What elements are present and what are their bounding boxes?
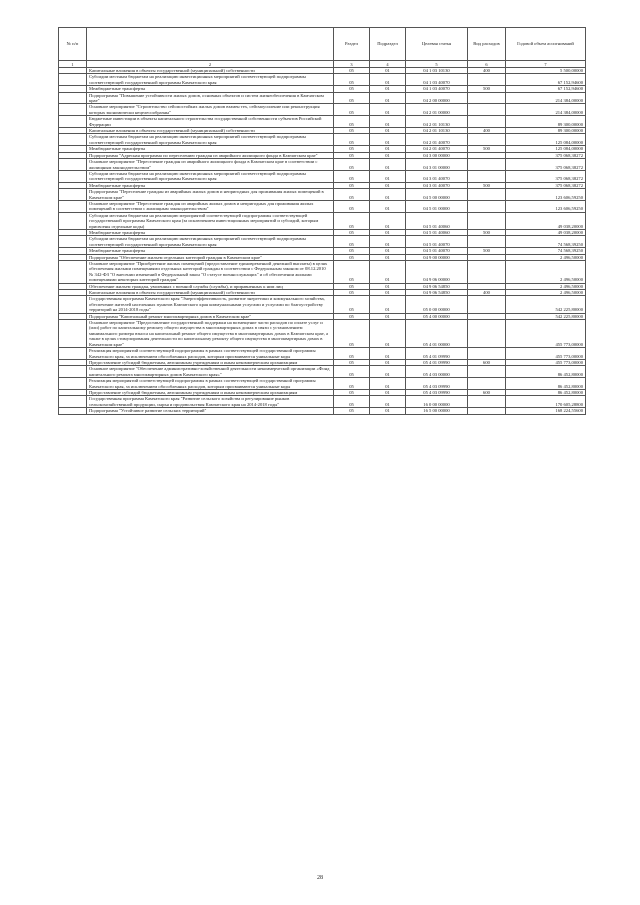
row-razdel-cell: 05 xyxy=(334,116,370,128)
row-name-cell: Предоставление субсидий бюджетным, автономным учреждениям и иным некоммерческим организациям xyxy=(87,389,334,395)
row-razdel-cell: 05 xyxy=(334,92,370,104)
row-razdel-cell: 05 xyxy=(334,146,370,152)
row-podrazdel-cell: 01 xyxy=(370,146,406,152)
row-number-cell xyxy=(59,296,87,313)
row-vid-cell xyxy=(468,189,506,201)
row-amount-cell: 2 496,50000 xyxy=(506,254,586,260)
row-razdel-cell: 05 xyxy=(334,128,370,134)
row-number-cell xyxy=(59,320,87,348)
table-row xyxy=(59,170,586,182)
row-razdel-cell: 05 xyxy=(334,290,370,296)
budget-table xyxy=(58,27,586,415)
row-vid-cell: 600 xyxy=(468,389,506,395)
row-statya-cell: 04 9 06 54850 xyxy=(406,290,468,296)
row-name-cell: Основное мероприятие "Обеспечение административно-хозяйственной деятельности некоммерческой организации «Фонд капитального ремонта многоквартирных домов Камчатского края»" xyxy=(87,366,334,378)
row-vid-cell xyxy=(468,134,506,146)
row-podrazdel-cell: 01 xyxy=(370,320,406,348)
row-podrazdel-cell: 01 xyxy=(370,104,406,116)
row-statya-cell: 04 2 01 10130 xyxy=(406,116,468,128)
row-razdel-cell: 05 xyxy=(334,189,370,201)
row-statya-cell: 05 4 01 09990 xyxy=(406,359,468,365)
row-razdel-cell: 05 xyxy=(334,396,370,408)
row-statya-cell: 05 4 03 00000 xyxy=(406,366,468,378)
row-statya-cell: 04 5 01 40070 xyxy=(406,248,468,254)
row-razdel-cell: 05 xyxy=(334,104,370,116)
row-podrazdel-cell: 01 xyxy=(370,408,406,414)
table-row xyxy=(59,378,586,390)
row-statya-cell: 04 9 06 00000 xyxy=(406,261,468,284)
row-statya-cell: 04 3 01 40070 xyxy=(406,170,468,182)
row-statya-cell: 05 4 03 09990 xyxy=(406,389,468,395)
row-vid-cell xyxy=(468,366,506,378)
row-amount-cell: 86 452,80000 xyxy=(506,378,586,390)
row-name-cell: Реализация мероприятий соответствующей подпрограммы в рамках соответствующей государственной программы Камчатского края, за исключением обособленных расходов, которым присваиваются уникальные коды xyxy=(87,378,334,390)
row-name-cell: Основное мероприятие "Переселение граждан из аварийных жилых домов и непригодных для проживания жилых помещений в соответствии с жилищным законодательством" xyxy=(87,200,334,212)
row-statya-cell: 05 4 01 09990 xyxy=(406,348,468,360)
row-name-cell: Капитальные вложения в объекты государственной (муниципальной) собственности xyxy=(87,68,334,74)
row-vid-cell xyxy=(468,236,506,248)
row-name-cell: Межбюджетные трансферты xyxy=(87,86,334,92)
row-razdel-cell: 05 xyxy=(334,348,370,360)
row-amount-cell: 49 038,20000 xyxy=(506,229,586,235)
table-row xyxy=(59,116,586,128)
row-amount-cell: 89 300,00000 xyxy=(506,116,586,128)
row-vid-cell: 500 xyxy=(468,182,506,188)
row-amount-cell: 455 773,00000 xyxy=(506,320,586,348)
table-body xyxy=(59,68,586,415)
row-razdel-cell: 05 xyxy=(334,320,370,348)
column-number-row xyxy=(59,61,586,68)
row-name-cell: Межбюджетные трансферты xyxy=(87,182,334,188)
row-podrazdel-cell: 01 xyxy=(370,313,406,319)
row-vid-cell xyxy=(468,170,506,182)
row-podrazdel-cell: 01 xyxy=(370,389,406,395)
row-vid-cell xyxy=(468,74,506,86)
row-vid-cell xyxy=(468,212,506,229)
row-podrazdel-cell: 01 xyxy=(370,182,406,188)
row-razdel-cell: 05 xyxy=(334,313,370,319)
row-amount-cell: 2 496,50000 xyxy=(506,283,586,289)
row-statya-cell: 05 4 03 09990 xyxy=(406,378,468,390)
row-name-cell: Предоставление субсидий бюджетным, автономным учреждениям и иным некоммерческим организациям xyxy=(87,359,334,365)
row-name-cell: Подпрограмма "Капитальный ремонт многоквартирных домов в Камчатском крае" xyxy=(87,313,334,319)
row-number-cell xyxy=(59,170,87,182)
row-vid-cell xyxy=(468,408,506,414)
row-number-cell xyxy=(59,396,87,408)
row-podrazdel-cell: 01 xyxy=(370,134,406,146)
row-name-cell: Подпрограмма "Повышение устойчивости жилых домов, основных объектов и систем жизнеобеспечения в Камчатском крае" xyxy=(87,92,334,104)
row-razdel-cell: 05 xyxy=(334,134,370,146)
row-razdel-cell: 05 xyxy=(334,389,370,395)
row-statya-cell: 04 5 00 00000 xyxy=(406,189,468,201)
row-name-cell: Основное мероприятие "Переселение граждан из аварийного жилищного фонда в Камчатском крае в соответствии с жилищным законодательством" xyxy=(87,159,334,171)
column-number: 3 xyxy=(334,61,370,68)
row-name-cell: Субсидии местным бюджетам на реализацию инвестиционных мероприятий соответствующей подпрограммы соответствующей государственной программы Камчатского края xyxy=(87,74,334,86)
column-number: 4 xyxy=(370,61,406,68)
row-vid-cell xyxy=(468,396,506,408)
row-name-cell: Государственная программа Камчатского края "Энергоэффективность, развитие энергетики и коммунального хозяйства, обеспечение жителей населенных пунктов Камчатского края коммунальными услугами и услугами по благоустройству территорий на 2014-2018 годы" xyxy=(87,296,334,313)
row-podrazdel-cell: 01 xyxy=(370,86,406,92)
row-name-cell: Основное мероприятие "Предоставление государственной поддержки на возмещение части расходов по оплате услуг и (или) работ по капитальному ремонту общего имущества в многоквартирных домах в связи с установлением минимального размера взноса на капитальный ремонт общего имущества в многоквартирных домах в Камчатском крае, а также в целях стимулирования деятельности по капитальному ремонту общего имущества в многоквартирных домах в Камчатском крае" xyxy=(87,320,334,348)
row-podrazdel-cell: 01 xyxy=(370,248,406,254)
row-vid-cell xyxy=(468,348,506,360)
row-amount-cell: 542 225,80000 xyxy=(506,313,586,319)
row-amount-cell: 86 452,80000 xyxy=(506,389,586,395)
row-podrazdel-cell: 01 xyxy=(370,283,406,289)
row-vid-cell xyxy=(468,296,506,313)
col-header-name xyxy=(87,28,334,61)
row-amount-cell: 49 038,20000 xyxy=(506,212,586,229)
row-name-cell: Подпрограмма "Переселение граждан из аварийных жилых домов и непригодных для проживания жилых помещений в Камчатском крае" xyxy=(87,189,334,201)
table-row xyxy=(59,408,586,414)
table-row xyxy=(59,74,586,86)
page-number: 28 xyxy=(317,875,323,881)
row-amount-cell: 67 152,94600 xyxy=(506,74,586,86)
row-number-cell xyxy=(59,366,87,378)
row-number-cell xyxy=(59,348,87,360)
row-vid-cell: 400 xyxy=(468,128,506,134)
row-razdel-cell: 05 xyxy=(334,200,370,212)
table-row xyxy=(59,236,586,248)
row-podrazdel-cell: 01 xyxy=(370,68,406,74)
row-razdel-cell: 05 xyxy=(334,212,370,229)
row-podrazdel-cell: 01 xyxy=(370,359,406,365)
row-podrazdel-cell: 01 xyxy=(370,254,406,260)
table-row xyxy=(59,296,586,313)
row-name-cell: Основное мероприятие "Приобретение жилых помещений (предоставление единовременной денежной выплаты) в целях обеспечения жилыми помещениями отдельных категорий граждан в соответствии с Федеральным законом от 08.12.2010 № 342-ФЗ "О внесении изменений в Федеральный закон "О статусе военнослужащих" и об обеспечении жилыми помещениями некоторых категорий граждан" xyxy=(87,261,334,284)
table-row xyxy=(59,366,586,378)
row-vid-cell xyxy=(468,200,506,212)
row-name-cell: Субсидии местным бюджетам на реализацию инвестиционных мероприятий соответствующей подпрограммы соответствующей государственной программы Камчатского края xyxy=(87,170,334,182)
row-razdel-cell: 05 xyxy=(334,229,370,235)
row-statya-cell: 04 3 01 00000 xyxy=(406,159,468,171)
row-number-cell xyxy=(59,92,87,104)
row-amount-cell: 375 068,38272 xyxy=(506,152,586,158)
budget-table-sheet xyxy=(58,27,585,415)
row-vid-cell: 500 xyxy=(468,86,506,92)
row-vid-cell: 500 xyxy=(468,229,506,235)
row-number-cell xyxy=(59,378,87,390)
column-number: 1 xyxy=(59,61,87,68)
row-vid-cell xyxy=(468,261,506,284)
header-row xyxy=(59,28,586,61)
row-podrazdel-cell: 01 xyxy=(370,261,406,284)
table-row xyxy=(59,348,586,360)
row-podrazdel-cell: 01 xyxy=(370,152,406,158)
row-razdel-cell: 05 xyxy=(334,86,370,92)
row-name-cell: Государственная программа Камчатского края "Развитие сельского хозяйства и регулирование рынков сельскохозяйственной продукции, сырья и продовольствия Камчатского края на 2014-2018 годы" xyxy=(87,396,334,408)
row-razdel-cell: 05 xyxy=(334,359,370,365)
row-statya-cell: 05 4 01 00000 xyxy=(406,320,468,348)
row-vid-cell: 500 xyxy=(468,146,506,152)
row-name-cell: Субсидии местным бюджетам на реализацию мероприятий соответствующей подпрограммы соответствующей государственной программы Камчатского края (за исключением инвестиционных мероприятий и субсидий, которым присвоены отдельные коды) xyxy=(87,212,334,229)
row-podrazdel-cell: 01 xyxy=(370,170,406,182)
row-razdel-cell: 05 xyxy=(334,408,370,414)
row-number-cell xyxy=(59,74,87,86)
row-podrazdel-cell: 01 xyxy=(370,189,406,201)
row-statya-cell: 04 9 06 54850 xyxy=(406,283,468,289)
row-statya-cell: 16 5 00 00000 xyxy=(406,408,468,414)
row-number-cell xyxy=(59,116,87,128)
row-amount-cell: 2 496,50000 xyxy=(506,290,586,296)
row-number-cell xyxy=(59,408,87,414)
row-podrazdel-cell: 01 xyxy=(370,212,406,229)
row-amount-cell: 89 300,00000 xyxy=(506,128,586,134)
row-amount-cell: 168 224,55600 xyxy=(506,408,586,414)
row-vid-cell xyxy=(468,116,506,128)
row-vid-cell: 500 xyxy=(468,248,506,254)
table-row xyxy=(59,104,586,116)
row-name-cell: Реализация мероприятий соответствующей подпрограммы в рамках соответствующей государственной программы Камчатского края, за исключением обособленных расходов, которым присваиваются уникальные коды xyxy=(87,348,334,360)
row-amount-cell: 375 068,38272 xyxy=(506,170,586,182)
row-number-cell xyxy=(59,236,87,248)
row-amount-cell: 125 084,00000 xyxy=(506,146,586,152)
table-row xyxy=(59,212,586,229)
row-razdel-cell: 05 xyxy=(334,68,370,74)
row-statya-cell: 05 4 00 00000 xyxy=(406,313,468,319)
row-podrazdel-cell: 01 xyxy=(370,296,406,313)
row-statya-cell: 04 9 00 00000 xyxy=(406,254,468,260)
col-header-num: № п/п xyxy=(59,28,87,61)
table-row xyxy=(59,261,586,284)
row-podrazdel-cell: 01 xyxy=(370,74,406,86)
row-number-cell xyxy=(59,189,87,201)
row-name-cell: Обеспечение жильем граждан, уволенных с военной службы (службы), и приравненных к ним лиц xyxy=(87,283,334,289)
row-podrazdel-cell: 01 xyxy=(370,229,406,235)
table-row xyxy=(59,92,586,104)
table-row xyxy=(59,200,586,212)
row-amount-cell: 74 568,39250 xyxy=(506,236,586,248)
row-vid-cell: 400 xyxy=(468,290,506,296)
row-statya-cell: 04 2 01 40070 xyxy=(406,146,468,152)
row-statya-cell: 04 5 01 40060 xyxy=(406,229,468,235)
row-number-cell xyxy=(59,134,87,146)
row-statya-cell: 04 5 01 40060 xyxy=(406,212,468,229)
row-razdel-cell: 05 xyxy=(334,74,370,86)
row-amount-cell: 74 568,39250 xyxy=(506,248,586,254)
row-statya-cell: 04 1 03 10130 xyxy=(406,68,468,74)
row-number-cell xyxy=(59,261,87,284)
row-amount-cell: 67 152,94600 xyxy=(506,86,586,92)
row-name-cell: Бюджетные инвестиции в объекты капитального строительства государственной собственности субъектов Российской Федерации xyxy=(87,116,334,128)
row-number-cell xyxy=(59,159,87,171)
row-amount-cell: 125 084,00000 xyxy=(506,134,586,146)
row-name-cell: Подпрограмма "Адресная программа по переселению граждан из аварийного жилищного фонда в Камчатском крае" xyxy=(87,152,334,158)
table-row xyxy=(59,320,586,348)
column-number: 2 xyxy=(87,61,334,68)
row-statya-cell: 04 5 01 40070 xyxy=(406,236,468,248)
row-amount-cell: 455 773,00000 xyxy=(506,359,586,365)
row-amount-cell: 375 068,38272 xyxy=(506,159,586,171)
row-podrazdel-cell: 01 xyxy=(370,236,406,248)
row-name-cell: Межбюджетные трансферты xyxy=(87,146,334,152)
row-name-cell: Субсидии местным бюджетам на реализацию инвестиционных мероприятий соответствующей подпрограммы соответствующей государственной программы Камчатского края xyxy=(87,236,334,248)
row-vid-cell: 600 xyxy=(468,359,506,365)
row-podrazdel-cell: 01 xyxy=(370,116,406,128)
row-name-cell: Подпрограмма "Обеспечение жильем отдельных категорий граждан в Камчатском крае" xyxy=(87,254,334,260)
row-vid-cell xyxy=(468,378,506,390)
table-row xyxy=(59,396,586,408)
row-name-cell: Капитальные вложения в объекты государственной (муниципальной) собственности xyxy=(87,128,334,134)
row-amount-cell: 542 225,80000 xyxy=(506,296,586,313)
row-amount-cell: 86 452,80000 xyxy=(506,366,586,378)
table-row xyxy=(59,189,586,201)
row-amount-cell: 170 605,28800 xyxy=(506,396,586,408)
row-number-cell xyxy=(59,200,87,212)
row-amount-cell: 214 384,00000 xyxy=(506,104,586,116)
row-name-cell: Межбюджетные трансферты xyxy=(87,248,334,254)
row-razdel-cell: 05 xyxy=(334,152,370,158)
column-number: 6 xyxy=(468,61,506,68)
row-name-cell: Межбюджетные трансферты xyxy=(87,229,334,235)
row-podrazdel-cell: 01 xyxy=(370,92,406,104)
row-amount-cell: 2 496,50000 xyxy=(506,261,586,284)
row-razdel-cell: 05 xyxy=(334,254,370,260)
row-razdel-cell: 05 xyxy=(334,159,370,171)
row-amount-cell: 123 606,59250 xyxy=(506,200,586,212)
row-statya-cell: 04 2 00 00000 xyxy=(406,92,468,104)
row-name-cell: Капитальные вложения в объекты государственной (муниципальной) собственности xyxy=(87,290,334,296)
row-statya-cell: 04 3 00 00000 xyxy=(406,152,468,158)
table-row xyxy=(59,134,586,146)
row-statya-cell: 04 2 01 40070 xyxy=(406,134,468,146)
row-razdel-cell: 05 xyxy=(334,366,370,378)
col-header-amount: Годовой объем ассигнований xyxy=(506,28,586,61)
column-number: 7 xyxy=(506,61,586,68)
col-header-podrazdel: Подраздел xyxy=(370,28,406,61)
row-statya-cell: 04 2 01 00000 xyxy=(406,104,468,116)
row-statya-cell: 04 1 03 40070 xyxy=(406,86,468,92)
row-vid-cell xyxy=(468,104,506,116)
col-header-statya: Целевая статья xyxy=(406,28,468,61)
row-razdel-cell: 05 xyxy=(334,248,370,254)
row-razdel-cell: 05 xyxy=(334,236,370,248)
row-podrazdel-cell: 01 xyxy=(370,366,406,378)
row-podrazdel-cell: 01 xyxy=(370,378,406,390)
row-name-cell: Основное мероприятие "Строительство сейсмостойких жилых домов взамен тех, сейсмоусиление или реконструкция которых экономически нецелесообразны" xyxy=(87,104,334,116)
row-amount-cell: 375 068,38272 xyxy=(506,182,586,188)
row-vid-cell: 400 xyxy=(468,68,506,74)
row-razdel-cell: 05 xyxy=(334,182,370,188)
row-statya-cell: 04 3 01 40070 xyxy=(406,182,468,188)
row-statya-cell: 04 5 01 00000 xyxy=(406,200,468,212)
row-razdel-cell: 05 xyxy=(334,170,370,182)
row-amount-cell: 214 384,00000 xyxy=(506,92,586,104)
row-number-cell xyxy=(59,104,87,116)
row-podrazdel-cell: 01 xyxy=(370,128,406,134)
row-podrazdel-cell: 01 xyxy=(370,159,406,171)
row-vid-cell xyxy=(468,92,506,104)
row-amount-cell: 455 773,00000 xyxy=(506,348,586,360)
row-statya-cell: 04 2 01 10130 xyxy=(406,128,468,134)
row-podrazdel-cell: 01 xyxy=(370,348,406,360)
row-statya-cell: 04 1 03 40070 xyxy=(406,74,468,86)
col-header-razdel: Раздел xyxy=(334,28,370,61)
row-vid-cell xyxy=(468,320,506,348)
column-number: 5 xyxy=(406,61,468,68)
row-podrazdel-cell: 01 xyxy=(370,200,406,212)
col-header-vid: Вид расходов xyxy=(468,28,506,61)
table-row xyxy=(59,159,586,171)
row-amount-cell: 123 606,59250 xyxy=(506,189,586,201)
row-name-cell: Субсидии местным бюджетам на реализацию инвестиционных мероприятий соответствующей подпрограммы соответствующей государственной программы Камчатского края xyxy=(87,134,334,146)
row-vid-cell xyxy=(468,159,506,171)
row-podrazdel-cell: 01 xyxy=(370,290,406,296)
row-name-cell: Подпрограмма "Устойчивое развитие сельских территорий" xyxy=(87,408,334,414)
row-razdel-cell: 05 xyxy=(334,296,370,313)
row-amount-cell: 5 500,00000 xyxy=(506,68,586,74)
row-razdel-cell: 05 xyxy=(334,283,370,289)
row-podrazdel-cell: 01 xyxy=(370,396,406,408)
row-statya-cell: 16 0 00 00000 xyxy=(406,396,468,408)
row-number-cell xyxy=(59,212,87,229)
row-statya-cell: 05 0 00 00000 xyxy=(406,296,468,313)
row-razdel-cell: 05 xyxy=(334,378,370,390)
row-razdel-cell: 05 xyxy=(334,261,370,284)
